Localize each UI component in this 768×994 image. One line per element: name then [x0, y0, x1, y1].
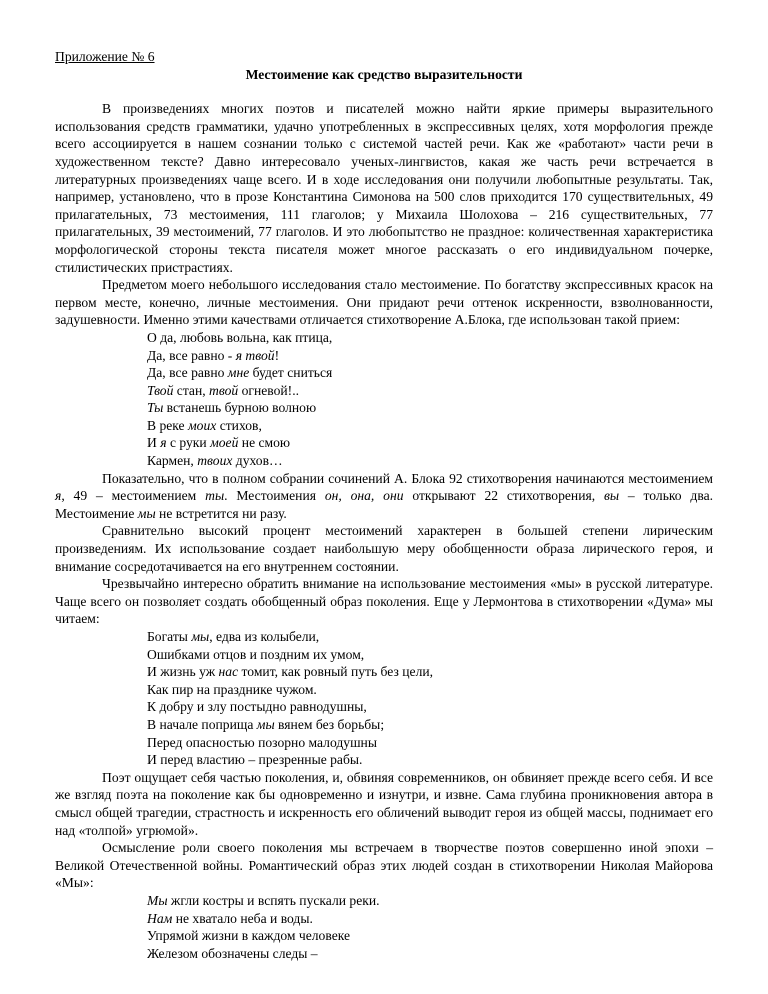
document-body: [55, 48, 713, 962]
paragraph: Показательно, что в полном собрании сочинений А. Блока 92 стихотворения начинаются местоимением я, 49 – местоимением ты. Местоимения он, она, они открывают 22 стихотворения, вы – только два. Местоимение мы не встретится ни разу.: [55, 470, 714, 521]
emphasized-pronoun: Твой: [147, 382, 174, 398]
poem-line: Да, все равно - я твой!: [147, 347, 280, 363]
emphasized-pronoun: я твой: [235, 347, 275, 363]
emphasized-pronoun: мне: [227, 365, 250, 381]
poem-line: К добру и злу постыдно равнодушны,: [147, 699, 367, 715]
poem-line: Мы жгли костры и вспять пускали реки.: [147, 892, 380, 908]
emphasized-pronoun: Ты: [147, 400, 164, 416]
emphasized-pronoun: я: [160, 435, 167, 451]
poem-line: И перед властию – презренные рабы.: [147, 752, 363, 768]
poem-line: Как пир на празднике чужом.: [147, 681, 317, 697]
poem-line: Упрямой жизни в каждом человеке: [147, 928, 351, 944]
emphasized-pronoun: твой: [209, 382, 239, 398]
emphasized-pronoun: моей: [210, 435, 239, 451]
poem-line: И я с руки моей не смою: [147, 435, 291, 451]
poem-line: Да, все равно мне будет сниться: [147, 365, 333, 381]
emphasized-pronoun: я: [55, 488, 62, 504]
poem-line: Твой стан, твой огневой!..: [147, 382, 299, 398]
emphasized-pronoun: нас: [218, 664, 239, 680]
document-title: Местоимение как средство выразительности: [245, 66, 523, 82]
poem-line: В начале поприща мы вянем без борьбы;: [147, 716, 385, 732]
emphasized-pronoun: он, она, они: [324, 488, 404, 504]
poem-line: Богаты мы, едва из колыбели,: [147, 629, 320, 644]
poem-line: Кармен, твоих духов…: [147, 453, 283, 469]
emphasized-pronoun: мы: [137, 505, 156, 521]
poem-line: В реке моих стихов,: [147, 417, 262, 433]
poem-line: И жизнь уж нас томит, как ровный путь без цели,: [147, 664, 434, 680]
poem-line: Ошибками отцов и поздним их умом,: [147, 646, 365, 662]
emphasized-pronoun: твоих: [197, 453, 233, 469]
paragraph: В произведениях многих поэтов и писателей можно найти яркие примеры выразительного использования средств грамматики, удачно употребленных в экспрессивных целях, хотя морфология прежде всего ассоциируется в нашем сознании только с системой частей речи. Как же «работают» части речи в художественном тексте? Давно интересовало ученых-лингвистов, какая же часть речи встречается в литературных произведениях чаще всего. И в ходе исследования они получили любопытные результаты. Так, например, установлено, что в прозе Константина Симонова на 500 слов приходится 170 существительных, 49 прилагательных, 73 местоимения, 111 глаголов; у Михаила Шолохова – 216 существительных, 77 прилагательных, 39 местоимений, 77 глаголов. И это любопытство не праздное: количественная характеристика морфологической стороны текста писателя может многое рассказать о его индивидуальном почерке, стилистических пристрастиях.: [55, 101, 713, 275]
paragraph: Сравнительно высокий процент местоимений характерен в большей степени лирическим произведениям. Их использование создает наибольшую меру обобщенности образа лирического героя, и внимание сосредотачивается на его внутреннем состоянии.: [55, 523, 713, 574]
poem-line: Перед опасностью позорно малодушны: [147, 734, 377, 750]
emphasized-pronoun: Нам: [147, 910, 173, 926]
poem-block-lermontov: [55, 628, 713, 769]
paragraph: Осмысление роли своего поколения мы встречаем в творчестве поэтов совершенно иной эпохи – Великой Отечественной войны. Романтический образ этих людей создан в стихотворении Николая Майорова «Мы»:: [55, 840, 713, 891]
emphasized-pronoun: ты: [205, 488, 225, 504]
poem-block-mayorov: [55, 892, 713, 962]
emphasized-pronoun: мы: [191, 629, 210, 644]
paragraph: Предметом моего небольшого исследования стало местоимение. По богатству экспрессивных красок на первом месте, конечно, личные местоимения. Они придают речи оттенок искренности, взволнованности, задушевности. Именно этими качествами отличается стихотворение А.Блока, где использован такой прием:: [55, 277, 713, 328]
poem-line: Ты встанешь бурною волною: [147, 400, 317, 416]
emphasized-pronoun: мы: [256, 716, 275, 732]
emphasized-pronoun: вы: [603, 488, 620, 504]
emphasized-pronoun: Мы: [147, 892, 168, 908]
emphasized-pronoun: моих: [188, 417, 217, 433]
poem-line: О да, любовь вольна, как птица,: [147, 329, 333, 345]
paragraph: Поэт ощущает себя частью поколения, и, обвиняя современников, он обвиняет прежде всего себя. И все же взгляд поэта на поколение как бы одновременно и изнутри, и извне. Сама глубина проникновения автора в смысл общей трагедии, страстность и искренность его обличений выводит героя из общей массы, поднимает его над «толпой» угрюмой».: [55, 769, 713, 838]
paragraph: Чрезвычайно интересно обратить внимание на использование местоимения «мы» в русской литературе. Чаще всего он позволяет создать обобщенный образ поколения. Еще у Лермонтова в стихотворении «Дума» мы читаем:: [55, 576, 713, 627]
appendix-label: Приложение № 6: [55, 49, 155, 64]
poem-line: Железом обозначены следы –: [147, 945, 318, 961]
poem-block-blok: [55, 329, 713, 470]
poem-line: Нам не хватало неба и воды.: [147, 910, 313, 926]
